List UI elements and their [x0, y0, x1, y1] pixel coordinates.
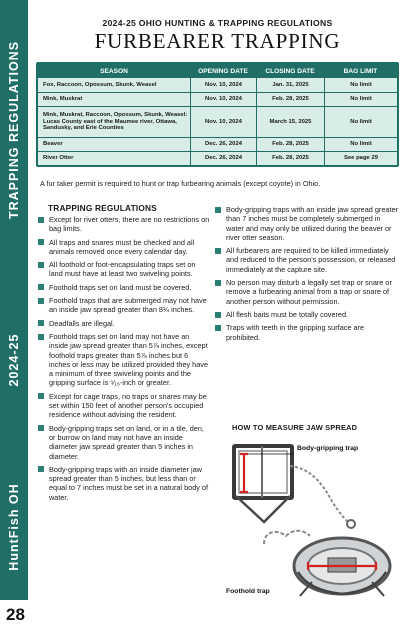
cell-close: Feb. 28, 2025 [256, 152, 324, 165]
cell-limit: See page 29 [324, 152, 397, 165]
permit-note: A fur taker permit is required to hunt or trap furbearing animals (except coyote) in Ohio. [40, 179, 321, 188]
rule-text: Foothold traps set on land must be covered. [49, 282, 192, 292]
list-item [215, 278, 400, 306]
cell-close: Feb. 28, 2025 [256, 138, 324, 151]
page-subtitle: 2024-25 OHIO HUNTING & TRAPPING REGULATIONS [102, 18, 333, 28]
cell-close: Feb. 28, 2025 [256, 93, 324, 106]
list-item [38, 465, 210, 502]
rules-column-left [38, 203, 210, 506]
square-bullet-icon [38, 284, 44, 290]
rule-text: Except for cage traps, no traps or snares may be set within 150 feet of another person's occupied residence without advising the resident. [49, 391, 207, 420]
season-table [36, 62, 399, 167]
header-bag-limit: BAG LIMIT [343, 67, 378, 75]
square-bullet-icon [215, 325, 221, 331]
square-bullet-icon [38, 298, 44, 304]
list-item [215, 310, 400, 319]
square-bullet-icon [215, 280, 221, 286]
cell-limit: No limit [324, 93, 397, 106]
sidebar-brand-label: HuntFish OH [7, 483, 21, 571]
list-item [38, 424, 210, 461]
cell-limit: No limit [324, 78, 397, 92]
rule-text: Traps with teeth in the gripping surface are prohibited. [226, 323, 365, 342]
rule-text: Foothold traps set on land may not have an inside jaw spread greater than 5⅞ inches, except foothold traps greater than 5⅞ inches but 6 inches or less may be utilized provided they have a minimum of three swiveling points and the gripping surface is ⁵⁄₁₆-inch or greater. [49, 331, 208, 388]
page-title: FURBEARER TRAPPING [94, 29, 341, 53]
list-item [38, 283, 210, 292]
list-item [215, 205, 400, 242]
table-row [38, 106, 397, 137]
list-item [38, 215, 210, 234]
foothold-label: Foothold trap [226, 588, 270, 595]
table-body [38, 78, 397, 165]
square-bullet-icon [38, 334, 44, 340]
list-item [38, 260, 210, 279]
cell-season: River Otter [43, 155, 74, 162]
sidebar-year-label: 2024-25 [7, 333, 21, 387]
rule-text: Body-gripping traps with an inside diameter jaw spread greater than 5 inches, but less than or equal to 7 inches must be set in a natural body of water. [49, 464, 209, 502]
rule-text: Foothold traps that are submerged may not have an inside jaw spread greater than 8¼ inches. [49, 296, 207, 315]
sidebar-band [0, 0, 28, 600]
table-row [38, 137, 397, 151]
jaw-spread-title: HOW TO MEASURE JAW SPREAD [232, 423, 358, 432]
section-title: TRAPPING REGULATIONS [48, 203, 157, 213]
cell-season: Mink, Muskrat, Raccoon, Opossum, Skunk, Weasel: Lucas County east of the Maumee river, Ottawa, Sandusky, and Erie Counties [43, 111, 188, 132]
list-item [215, 246, 400, 274]
square-bullet-icon [38, 425, 44, 431]
square-bullet-icon [215, 207, 221, 213]
cell-open: Dec. 26, 2024 [190, 138, 256, 151]
cell-season: Mink, Muskrat [43, 96, 83, 103]
cell-open: Nov. 10, 2024 [190, 107, 256, 137]
rule-list [38, 215, 210, 502]
rules-column-right [215, 205, 400, 346]
list-item [38, 296, 210, 315]
header-closing-date: CLOSING DATE [265, 67, 315, 75]
foothold-trap-icon [264, 531, 390, 596]
cell-close: March 15, 2025 [256, 107, 324, 137]
square-bullet-icon [38, 262, 44, 268]
cell-season: Fox, Raccoon, Opossum, Skunk, Weasel [43, 81, 157, 88]
list-item [38, 332, 210, 388]
body-gripping-trap-icon [234, 446, 355, 528]
list-item [215, 323, 400, 342]
rule-text: All traps and snares must be checked and all animals removed once every calendar day. [49, 237, 195, 256]
page-number: 28 [6, 605, 25, 624]
rule-text: Except for river otters, there are no restrictions on bag limits. [49, 215, 210, 234]
body-gripping-label: Body-gripping trap [297, 445, 359, 452]
rule-text: All furbearers are required to be killed immediately and reduced to the person's possession, or released immediately at the capture site. [226, 246, 396, 274]
square-bullet-icon [38, 217, 44, 223]
cell-limit: No limit [324, 107, 397, 137]
rule-text: Deadfalls are illegal. [49, 318, 115, 328]
cell-season: Beaver [43, 141, 63, 148]
table-row [38, 151, 397, 165]
table-header [38, 64, 397, 78]
list-item [38, 238, 210, 257]
cell-close: Jan. 31, 2025 [256, 78, 324, 92]
list-item [38, 319, 210, 328]
cell-open: Nov. 10, 2024 [190, 78, 256, 92]
cell-open: Dec. 26, 2024 [190, 152, 256, 165]
rule-text: Body-gripping traps with an inside jaw spread greater than 7 inches must be completely submerged in water and may only be utilized during the beaver or river otter season. [226, 205, 398, 242]
rule-list [215, 205, 400, 342]
body-measure-line [240, 454, 294, 492]
square-bullet-icon [215, 248, 221, 254]
square-bullet-icon [38, 393, 44, 399]
header-opening-date: OPENING DATE [198, 67, 248, 75]
table-row [38, 92, 397, 106]
square-bullet-icon [38, 239, 44, 245]
square-bullet-icon [38, 466, 44, 472]
rule-text: All flesh baits must be totally covered. [226, 309, 349, 319]
square-bullet-icon [38, 320, 44, 326]
sidebar-section-label: TRAPPING REGULATIONS [7, 40, 21, 220]
cell-open: Nov. 10, 2024 [190, 93, 256, 106]
rule-text: No person may disturb a legally set trap or snare or remove a furbearing animal from a trap or snare of another person without permission. [226, 278, 392, 306]
jaw-spread-illustration [224, 436, 400, 614]
rule-text: All foothold or foot-encapsulating traps set on land must have at least two swiveling points. [49, 260, 196, 279]
rule-text: Body-gripping traps set on land, or in a tile, den, or burrow on land may not have an inside diameter jaw spread greater than 5 inches in diameter. [49, 423, 204, 461]
table-row [38, 78, 397, 92]
list-item [38, 392, 210, 420]
square-bullet-icon [215, 312, 221, 318]
header-season: SEASON [100, 67, 128, 75]
cell-limit: No limit [324, 138, 397, 151]
